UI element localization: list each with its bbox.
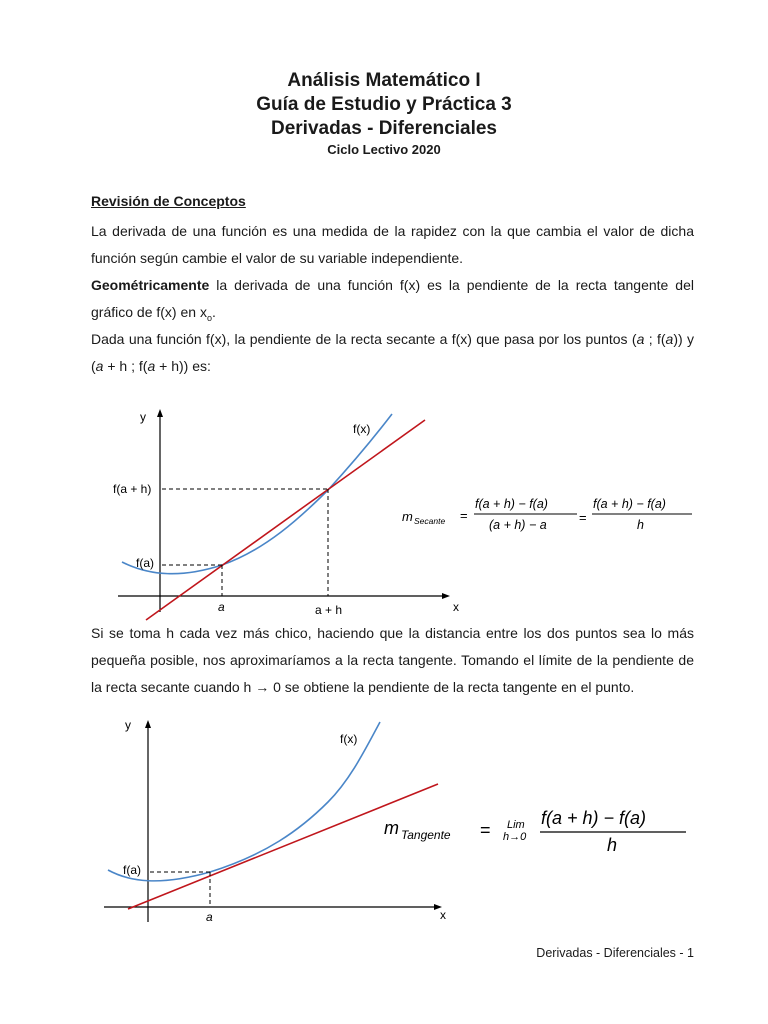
geometric-end: .	[211, 304, 216, 320]
formula-eq2: =	[579, 510, 587, 525]
secant-var-a1: a	[636, 331, 645, 347]
formula2-m: m	[384, 818, 399, 838]
page-footer: Derivadas - Diferenciales - 1	[536, 946, 694, 960]
x-label: x	[453, 600, 459, 614]
guide-title: Guía de Estudio y Práctica 3	[256, 94, 512, 115]
secant-text-a: Dada una función f(x), la pendiente de la recta secante a f(x) que pasa por los puntos (	[91, 331, 637, 347]
geometric-sub: o	[206, 312, 212, 323]
a-tick-label-2: a	[206, 910, 213, 924]
formula-m: m	[402, 509, 413, 524]
course-title: Análisis Matemático I	[287, 70, 481, 91]
secant-text-d: + h ; f(	[103, 358, 148, 374]
formula-den2: h	[637, 518, 644, 532]
formula-eq: =	[460, 508, 468, 523]
secant-text-b: ; f(	[644, 331, 666, 347]
formula2-lim-sub: h→0	[503, 831, 527, 843]
fah-label: f(a + h)	[113, 482, 152, 496]
formula2-lim: Lim	[507, 819, 525, 831]
secant-line	[146, 420, 425, 620]
secant-figure	[0, 400, 768, 625]
secant-formula	[402, 497, 692, 532]
cycle-label: Ciclo Lectivo 2020	[327, 142, 441, 157]
formula-den1: (a + h) − a	[489, 518, 547, 532]
secant-text-e: + h)) es:	[155, 358, 211, 374]
tangent-figure	[0, 710, 768, 930]
ah-tick-label: a + h	[315, 603, 343, 617]
x-axis-arrow	[442, 593, 450, 599]
a-tick-label: a	[218, 600, 225, 614]
secant-var-a2: a	[665, 331, 674, 347]
fx-curve	[122, 414, 392, 574]
paragraph-definition: La derivada de una función es una medida de la rapidez con la que cambia el valor de dicha función según cambie el valor de su variable independiente.	[91, 223, 694, 266]
curve-label: f(x)	[353, 422, 371, 436]
secant-text-c: )) y (	[91, 331, 694, 374]
x-label-2: x	[440, 908, 446, 922]
paragraph-geometric	[91, 272, 694, 332]
tangent-line	[128, 784, 438, 909]
fa-label-2: f(a)	[123, 863, 141, 877]
formula-num1: f(a + h) − f(a)	[475, 497, 548, 511]
formula2-sub: Tangente	[401, 828, 451, 842]
y-label-2: y	[125, 718, 131, 732]
formula2-num: f(a + h) − f(a)	[541, 808, 647, 828]
formula-num2: f(a + h) − f(a)	[593, 497, 666, 511]
tangent-formula	[384, 808, 686, 855]
formula-sub: Secante	[414, 516, 446, 526]
formula2-eq: =	[480, 820, 491, 840]
topic-title: Derivadas - Diferenciales	[270, 118, 497, 139]
section-title: Revisión de Conceptos	[91, 193, 246, 209]
paragraph-secant	[91, 326, 694, 380]
fa-label: f(a)	[136, 556, 154, 570]
secant-var-a4: a	[147, 358, 156, 374]
geometric-bold: Geométricamente	[91, 277, 210, 293]
curve-label-2: f(x)	[340, 732, 358, 746]
formula2-den: h	[607, 835, 618, 855]
y-label: y	[140, 410, 146, 424]
y-axis-arrow-2	[145, 720, 151, 728]
paragraph-limit: Si se toma h cada vez más chico, haciendo que la distancia entre los dos puntos sea lo más pequeña posible, nos aproximaríamos a la recta tangente. Tomando el límite de la pendiente de la recta secante cuando h → 0 se obtiene la pendiente de la recta tangente en el punto.	[91, 625, 694, 695]
geometric-text: la derivada de una función f(x) es la pendiente de la recta tangente del gráfico de f(x) en x	[91, 277, 694, 320]
y-axis-arrow	[157, 409, 163, 417]
secant-var-a3: a	[95, 358, 104, 374]
